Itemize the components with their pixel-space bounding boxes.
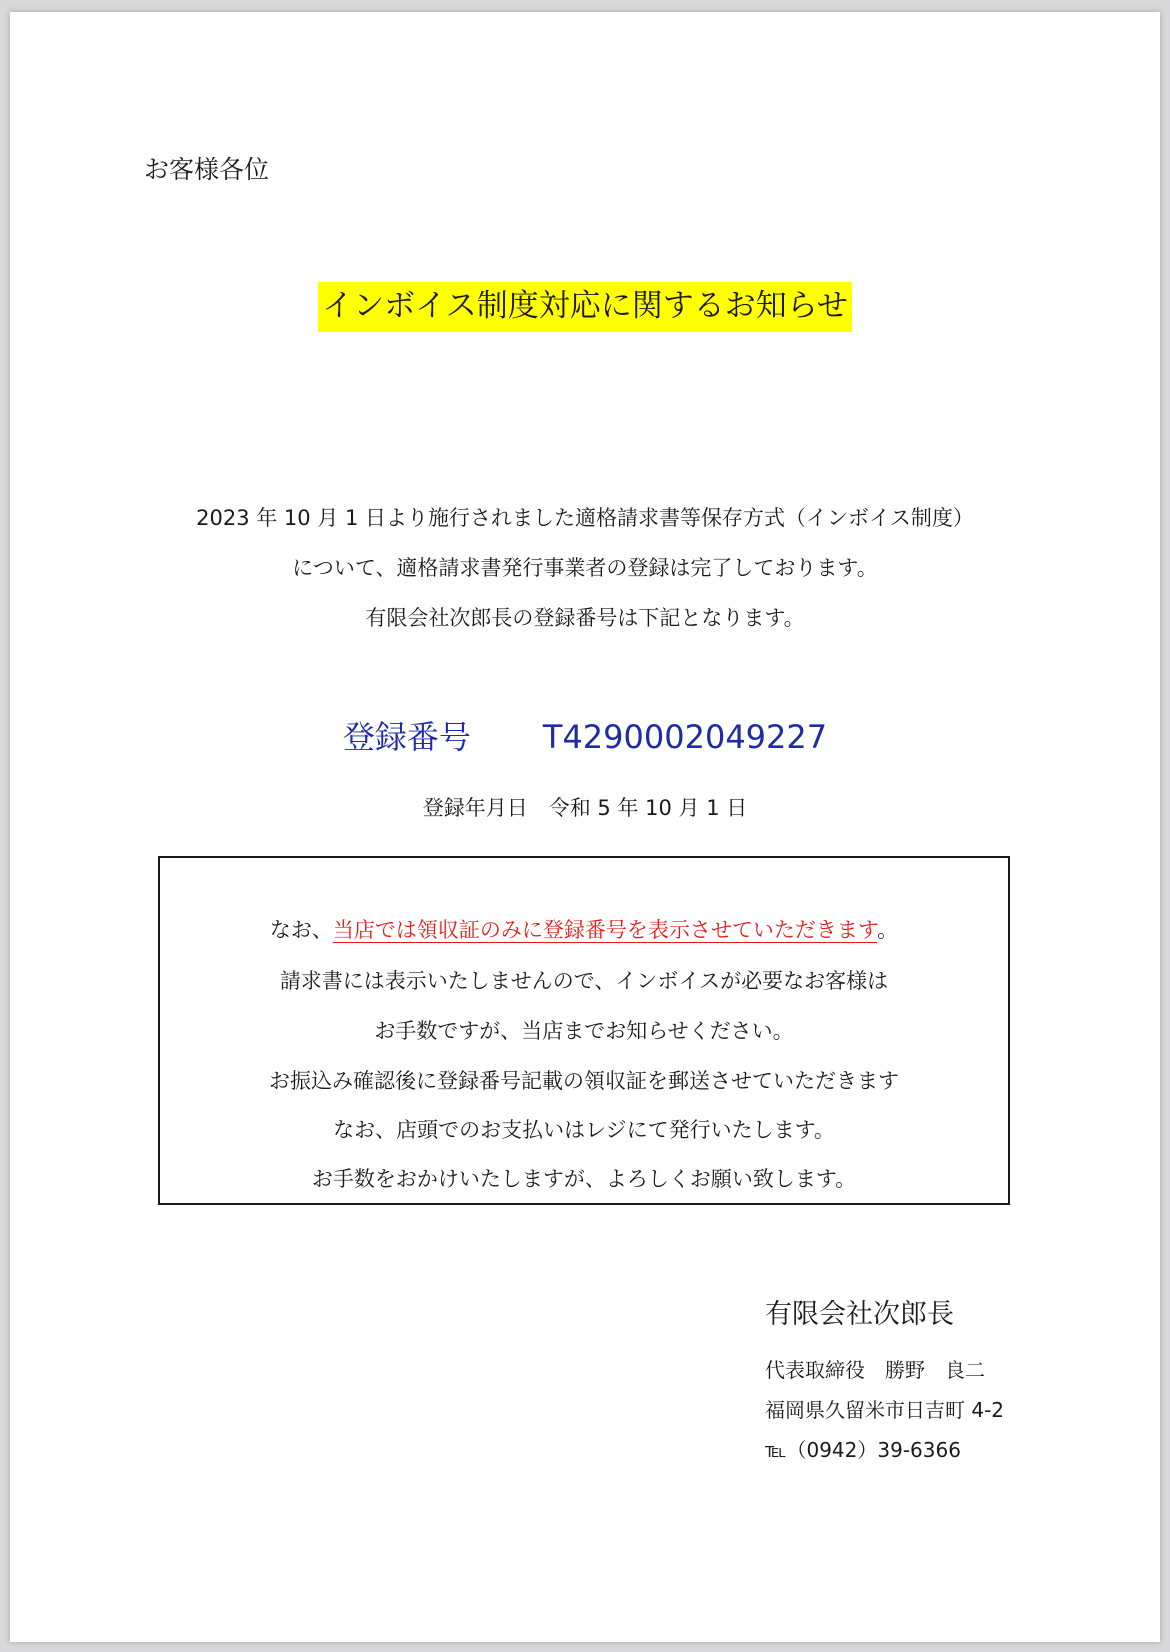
notice-line-4: お振込み確認後に登録番号記載の領収証を郵送させていただきます	[269, 1069, 899, 1093]
intro-line-2: について、適格請求書発行事業者の登録は完了しております。	[292, 556, 878, 580]
notice-emphasis: 当店では領収証のみに登録番号を表示させていただきます	[332, 918, 878, 942]
registration-date-row	[10, 792, 1160, 822]
phone-number: ℡（0942）39-6366	[765, 1438, 961, 1462]
representative: 代表取締役 勝野 良二	[765, 1358, 985, 1382]
registration-date-label: 登録年月日	[422, 796, 528, 820]
registration-number: T4290002049227	[542, 718, 828, 756]
notice-box	[158, 856, 1010, 1205]
title-row	[10, 282, 1160, 332]
notice-line-1-suffix: 。	[877, 918, 899, 942]
notice-line-3: お手数ですが、当店までお知らせください。	[374, 1019, 794, 1043]
intro-line-1: 2023 年 10 月 1 日より施行されました適格請求書等保存方式（インボイス制度）	[196, 506, 974, 530]
company-name: 有限会社次郎長	[765, 1299, 954, 1330]
address: 福岡県久留米市日吉町 4-2	[765, 1398, 1005, 1422]
registration-number-row	[10, 712, 1160, 758]
intro-line-3: 有限会社次郎長の登録番号は下記となります。	[365, 606, 805, 630]
document-title: インボイス制度対応に関するお知らせ	[318, 282, 852, 332]
notice-line-5: なお、店頭でのお支払いはレジにて発行いたします。	[333, 1118, 835, 1142]
document-page	[10, 12, 1160, 1642]
notice-line-1	[160, 914, 1008, 944]
registration-label: 登録番号	[342, 718, 471, 756]
salutation: お客様各位	[144, 155, 270, 184]
registration-date-value: 令和 5 年 10 月 1 日	[548, 796, 748, 820]
notice-line-2: 請求書には表示いたしませんので、インボイスが必要なお客様は	[279, 969, 889, 993]
notice-line-1-prefix: なお、	[269, 918, 333, 942]
notice-line-6: お手数をおかけいたしますが、よろしくお願い致します。	[311, 1167, 857, 1191]
